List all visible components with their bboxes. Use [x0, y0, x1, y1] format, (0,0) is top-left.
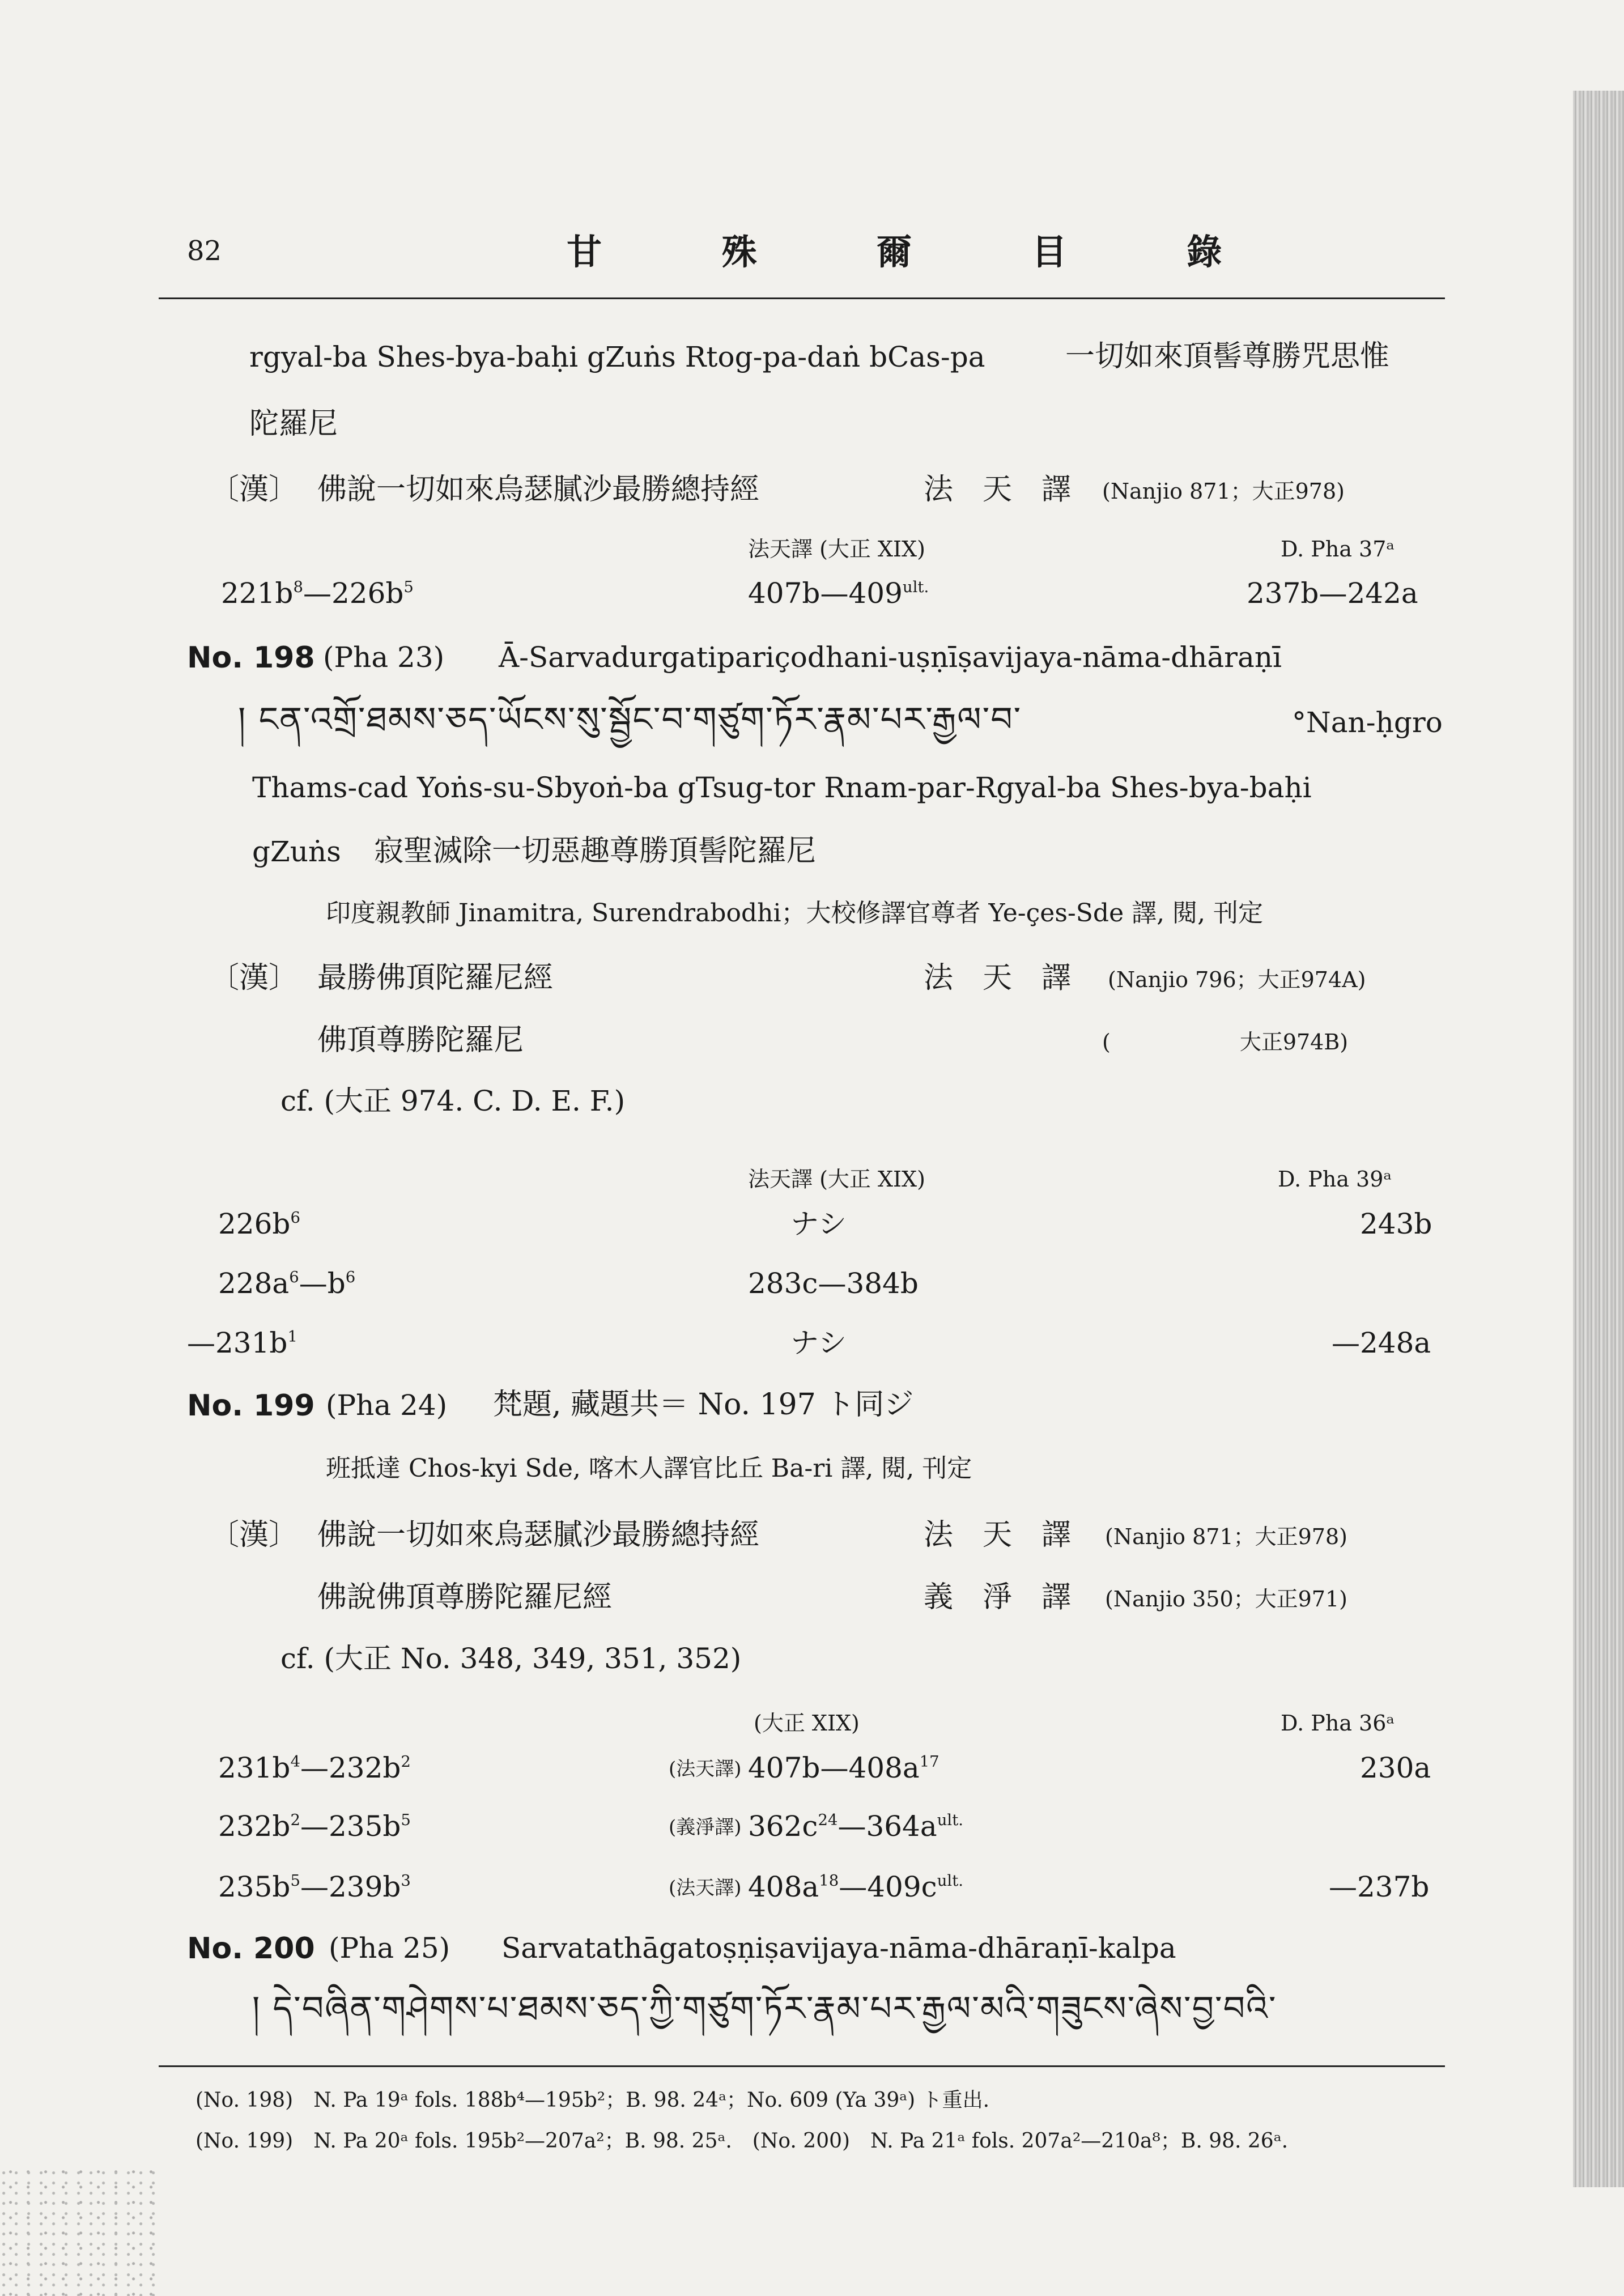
entry-199-han2-translator: 義 淨 譯 [924, 1580, 1072, 1614]
entry-198-r3-a: $—231b^1$ [187, 1326, 297, 1359]
cont-r1-c: $407b—409^{ult.}$ [748, 577, 929, 610]
entry-198-cf: cf. (大正 974. C. D. E. F.) [280, 1085, 626, 1117]
entry-199-r1-a: $231b^4—232b^2$ [218, 1751, 411, 1784]
entry-199-han2-ref: (Nanjio 350；大正971) [1105, 1587, 1347, 1612]
cont-line1-cjk: 一切如來頂髻尊勝咒思惟 [1065, 339, 1390, 373]
entry-199-r2-tag: (義淨譯) [669, 1816, 742, 1839]
entry-198-han-tag: 〔漢〕 [210, 961, 299, 995]
entry-198-sanskrit: Ā-Sarvadurgatipariçodhani-uṣṇīṣavijaya-nāma-dhāraṇī [499, 641, 1282, 674]
entry-198-r1-a: $226b^6$ [218, 1207, 300, 1240]
cont-col-d: D. Pha 37ᵃ [1281, 537, 1395, 562]
entry-199-r2-c: $362c^{24}—364a^{ult.}$ [748, 1810, 963, 1843]
entry-199-r3-a: $235b^5—239b^3$ [218, 1870, 411, 1903]
entry-199-han1: 佛說一切如來烏瑟膩沙最勝總持經 [317, 1518, 760, 1552]
entry-199-han-tag: 〔漢〕 [210, 1518, 299, 1552]
entry-199-col-d: D. Pha 36ᵃ [1281, 1711, 1395, 1736]
entry-199-r3-tag: (法天譯) [669, 1877, 742, 1899]
entry-198-pha: (Pha 23) [323, 641, 445, 674]
cont-line1-latin: rgyal-ba Shes-bya-baḥi gZuṅs Rtog-pa-daṅ bCas-pa [249, 341, 985, 373]
entry-199-r1-d: 230a [1360, 1751, 1431, 1784]
cont-col-a: 法天譯 (大正 XIX) [748, 537, 925, 562]
entry-198-translators: 印度親教師 Jinamitra, Surendrabodhi；大校修譯官尊者 Ye-çes-Sde 譯, 閱, 刊定 [326, 899, 1264, 928]
entry-199-r2-a: $232b^2—235b^5$ [218, 1810, 411, 1843]
entry-199-cf: cf. (大正 No. 348, 349, 351, 352) [280, 1642, 742, 1675]
entry-198-r3-d: —248a [1332, 1326, 1431, 1359]
entry-198-tibetan: ། ངན་འགྲོ་ཐམས་ཅད་ཡོངས་སུ་སྦྱོང་བ་གཙུག་ཏོར་རྣམ་པར་རྒྱལ་བ་ [238, 700, 1022, 739]
entry-198-r1-d: 243b [1360, 1207, 1432, 1240]
entry-198-han2: 佛頂尊勝陀羅尼 [317, 1023, 524, 1057]
footnote-199-200: (No. 199) N. Pa 20ᵃ fols. 195b²—207a²；B. 98. 25ᵃ. (No. 200) N. Pa 21ᵃ fols. 207a²—210a⁸；B. 98. 26ᵃ. [195, 2129, 1289, 2153]
entry-198-han1: 最勝佛頂陀羅尼經 [317, 961, 554, 995]
entry-198-col-a: 法天譯 (大正 XIX) [748, 1167, 925, 1192]
entry-198-han2-ref: ( 大正974B) [1102, 1030, 1349, 1055]
page-number: 82 [187, 235, 222, 267]
cont-han-translator: 法 天 譯 [924, 473, 1072, 507]
entry-200-number: No. 200 [187, 1932, 315, 1966]
entry-198-translit-b: Thams-cad Yoṅs-su-Sbyoṅ-ba gTsug-tor Rnam-par-Rgyal-ba Shes-bya-baḥi [252, 771, 1312, 804]
entry-198-col-d: D. Pha 39ᵃ [1278, 1167, 1392, 1192]
entry-198-translit-c: gZuṅs [252, 835, 341, 868]
entry-198-r2-c: 283c—384b [748, 1267, 919, 1300]
entry-200-tibetan: ། དེ་བཞིན་གཤེགས་པ་ཐམས་ཅད་ཀྱི་གཙུག་ཏོར་རྣམ་པར་རྒྱལ་མའི་གཟུངས་ཞེས་བྱ་བའི་ [252, 1989, 1277, 2029]
entry-198-r3-c: ナシ [790, 1326, 847, 1359]
cont-r1-d: 237b—242a [1247, 577, 1418, 610]
entry-199-number: No. 199 [187, 1389, 315, 1423]
page-title: 甘 殊 爾 目 錄 [567, 231, 1276, 273]
footnote-rule [159, 2065, 1445, 2067]
entry-198-number: No. 198 [187, 641, 315, 675]
cont-line2-cjk: 陀羅尼 [249, 407, 338, 441]
cont-r1-a: $221b^8—226b^5$ [221, 577, 414, 610]
entry-199-r3-c: $408a^{18}—409c^{ult.}$ [748, 1870, 963, 1903]
entry-198-han1-ref: (Nanjio 796；大正974A) [1108, 967, 1366, 992]
entry-200-pha: (Pha 25) [329, 1932, 450, 1965]
header-rule [159, 297, 1445, 299]
footnote-198: (No. 198) N. Pa 19ᵃ fols. 188b⁴—195b²；B. 98. 24ᵃ；No. 609 (Ya 39ᵃ) ト重出. [195, 2089, 990, 2112]
entry-199-r1-tag: (法天譯) [669, 1758, 742, 1780]
entry-199-pha: (Pha 24) [326, 1389, 448, 1422]
entry-199-r3-d: —237b [1329, 1870, 1430, 1903]
entry-198-r1-c: ナシ [790, 1207, 847, 1240]
entry-199-translators: 班抵達 Chos-kyi Sde, 喀木人譯官比丘 Ba-ri 譯, 閱, 刊定 [326, 1454, 972, 1483]
entry-198-translit-a: °Nan-ḥgro [1292, 706, 1443, 739]
entry-199-r1-c: $407b—408a^{17}$ [748, 1751, 939, 1784]
entry-200-sanskrit: Sarvatathāgatoṣṇiṣavijaya-nāma-dhāraṇī-kalpa [501, 1932, 1176, 1965]
cont-han-title: 佛說一切如來烏瑟膩沙最勝總持經 [317, 473, 760, 507]
entry-198-cjk-title: 寂聖滅除一切惡趣尊勝頂髻陀羅尼 [374, 834, 817, 868]
entry-199-col-c: (大正 XIX) [754, 1711, 860, 1736]
entry-198-han1-translator: 法 天 譯 [924, 961, 1072, 995]
entry-199-desc: 梵題, 藏題共＝ No. 197 ト同ジ [493, 1388, 914, 1422]
cont-han-ref: (Nanjio 871；大正978) [1102, 479, 1345, 504]
entry-199-han1-ref: (Nanjio 871；大正978) [1105, 1524, 1347, 1549]
entry-199-han2: 佛說佛頂尊勝陀羅尼經 [317, 1580, 613, 1614]
entry-199-han1-translator: 法 天 譯 [924, 1518, 1072, 1552]
cont-han-tag: 〔漢〕 [210, 473, 299, 507]
entry-198-r2-a: $228a^6—b^6$ [218, 1267, 356, 1300]
